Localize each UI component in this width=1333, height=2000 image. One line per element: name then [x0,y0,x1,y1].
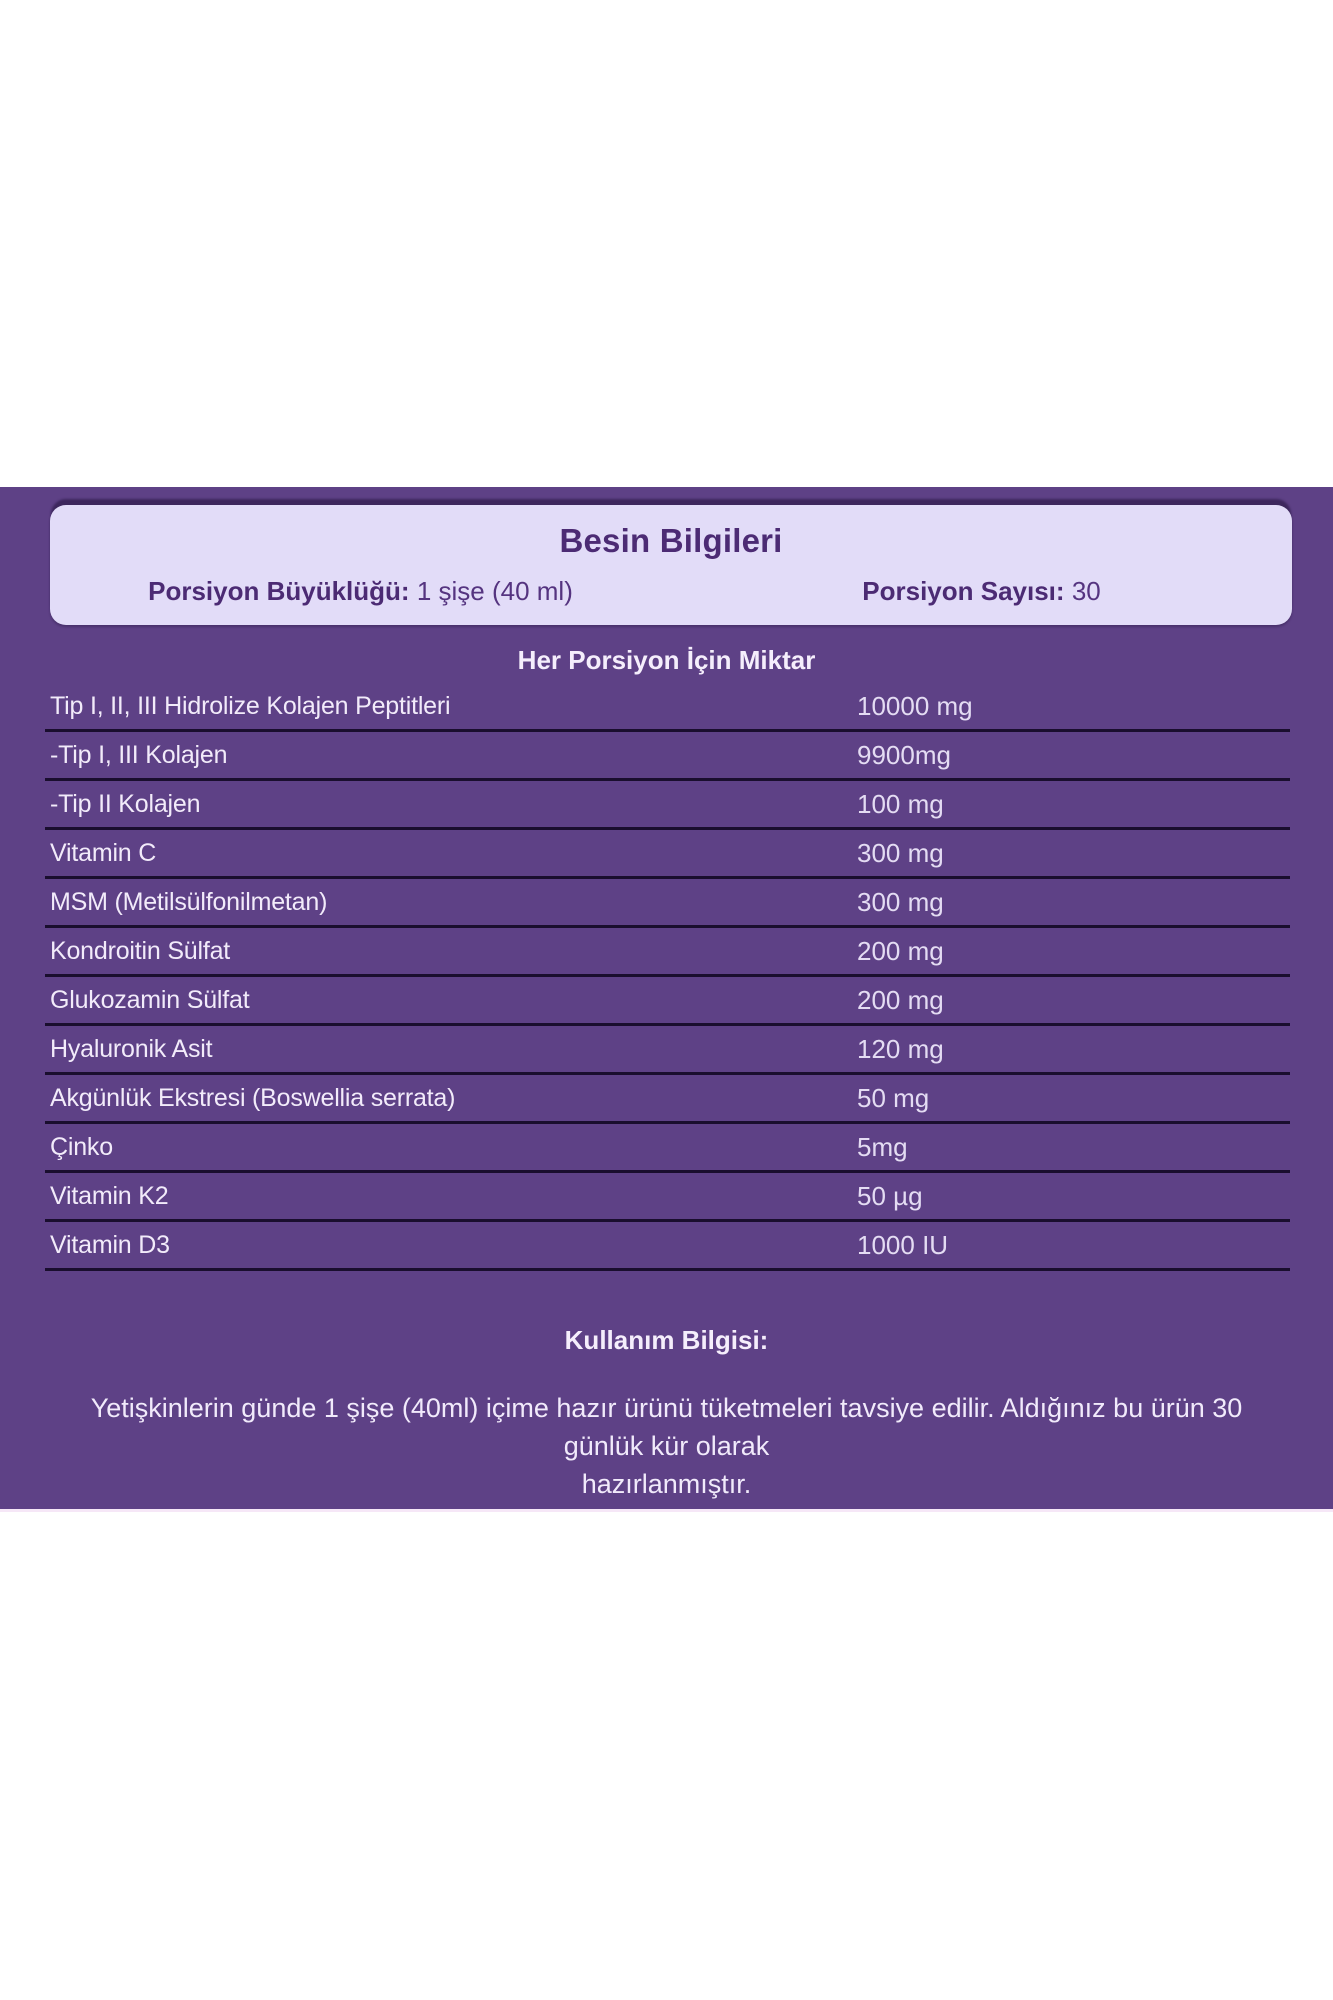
table-row [45,1026,1290,1075]
nutrition-title: Besin Bilgileri [559,522,783,559]
table-row [45,732,1290,781]
serving-size-value: 1 şişe (40 ml) [416,576,573,606]
nutrient-name: MSM (Metilsülfonilmetan) [50,887,328,916]
servings-count-value: 30 [1071,576,1101,606]
usage-info-text [56,1389,1277,1503]
nutrient-name: Vitamin C [50,838,157,867]
nutrient-name: Çinko [50,1132,113,1161]
nutrient-name: Vitamin D3 [50,1230,170,1259]
nutrient-amount: 300 mg [857,886,944,917]
usage-info-title: Kullanım Bilgisi: [564,1325,769,1355]
nutrient-name: -Tip I, III Kolajen [50,740,228,769]
nutrient-name: -Tip II Kolajen [50,789,201,818]
nutrient-amount: 9900mg [857,739,951,770]
table-row [45,928,1290,977]
servings-count-label: Porsiyon Sayısı: [862,576,1065,606]
nutrient-amount: 10000 mg [857,690,973,721]
nutrition-header-card [50,505,1292,625]
nutrient-amount: 100 mg [857,788,944,819]
nutrient-amount: 1000 IU [857,1229,949,1260]
nutrition-facts-section [0,487,1333,1512]
nutrient-name: Glukozamin Sülfat [50,985,250,1014]
table-row [45,1173,1290,1222]
serving-size-label: Porsiyon Büyüklüğü: [148,576,410,606]
table-row [45,683,1290,732]
table-row [45,781,1290,830]
nutrient-name: Kondroitin Sülfat [50,936,231,965]
nutrient-amount: 200 mg [857,935,944,966]
nutrient-amount: 50 µg [857,1180,923,1211]
serving-size [50,576,671,607]
nutrient-amount: 5mg [857,1131,908,1162]
table-row [45,977,1290,1026]
serving-info-row [50,576,1292,607]
table-row [45,879,1290,928]
servings-count [671,576,1292,607]
nutrient-amount: 300 mg [857,837,944,868]
usage-info-line2: hazırlanmıştır. [581,1469,752,1499]
usage-info-line1: Yetişkinlerin günde 1 şişe (40ml) içime hazır ürünü tüketmeleri tavsiye edilir. Aldığınız bu ürün 30 günlük kür olarak [90,1393,1243,1461]
nutrient-name: Vitamin K2 [50,1181,169,1210]
nutrient-amount: 50 mg [857,1082,930,1113]
nutrient-name: Hyaluronik Asit [50,1034,213,1063]
nutrient-name: Akgünlük Ekstresi (Boswellia serrata) [50,1083,456,1112]
amount-column-header: Her Porsiyon İçin Miktar [517,645,816,675]
nutrient-amount: 120 mg [857,1033,944,1064]
table-row [45,830,1290,879]
nutrient-name: Tip I, II, III Hidrolize Kolajen Peptitleri [50,691,451,720]
nutrient-table [45,683,1290,1271]
table-row [45,1222,1290,1271]
nutrient-amount: 200 mg [857,984,944,1015]
table-row [45,1075,1290,1124]
table-row [45,1124,1290,1173]
